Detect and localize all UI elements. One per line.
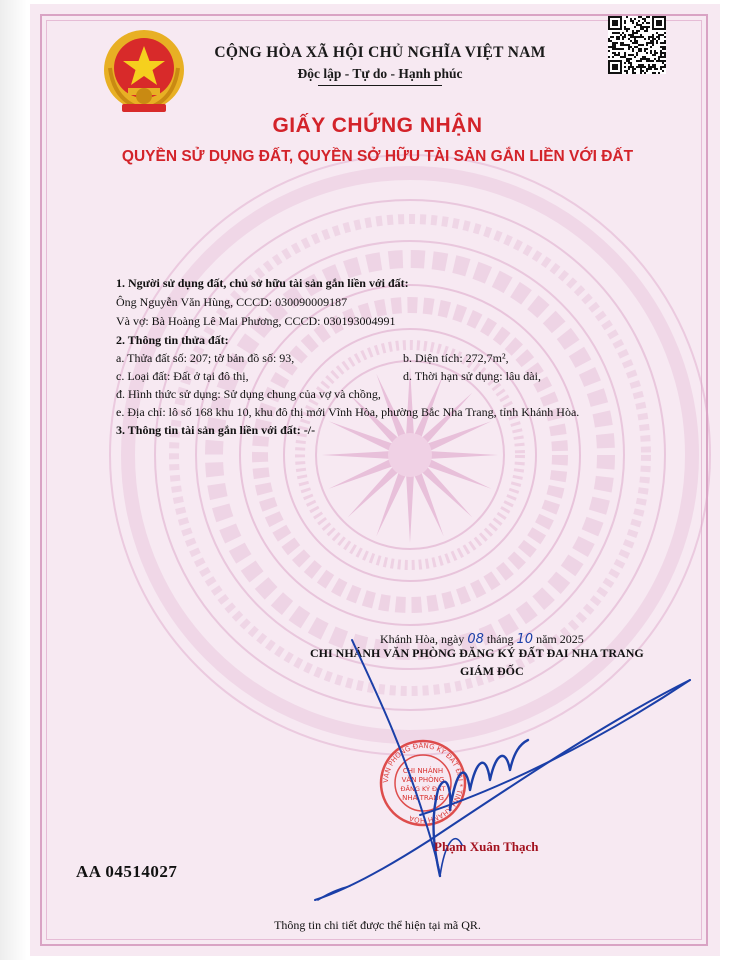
signer-name: Phạm Xuân Thạch	[434, 839, 539, 854]
date-prefix: Khánh Hòa, ngày	[380, 632, 465, 646]
owner-line: Ông Nguyễn Văn Hùng, CCCD: 030090009187	[116, 295, 348, 309]
certificate-subtitle: QUYỀN SỬ DỤNG ĐẤT, QUYỀN SỞ HỮU TÀI SẢN GẮN LIỀN VỚI ĐẤT	[121, 148, 634, 165]
section3-heading: 3. Thông tin tài sản gắn liền với đất: -/-	[116, 423, 316, 437]
signer-role: GIÁM ĐỐC	[460, 664, 524, 678]
date-day: 08	[467, 632, 484, 647]
date-year: năm 2025	[536, 632, 584, 646]
seal-ring-text: VĂN PHÒNG ĐĂNG KÝ ĐẤT ĐAI * TỈNH KHÁNH HÒA	[381, 741, 465, 825]
seal-line-2: VĂN PHÒNG	[401, 776, 445, 784]
national-motto: Độc lập - Tự do - Hạnh phúc	[297, 66, 463, 81]
date-month-label: tháng	[486, 632, 514, 646]
usage-form-line: đ. Hình thức sử dụng: Sử dụng chung của vợ và chồng,	[116, 387, 381, 401]
spouse-line: Và vợ: Bà Hoàng Lê Mai Phương, CCCD: 030193004991	[116, 314, 396, 328]
duration-line: d. Thời hạn sử dụng: lâu dài,	[403, 369, 541, 383]
parcel-line: a. Thửa đất số: 207; tờ bản đồ số: 93,	[116, 351, 295, 365]
section2-heading: 2. Thông tin thửa đất:	[116, 333, 229, 347]
section1-heading: 1. Người sử dụng đất, chủ sở hữu tài sản gắn liền với đất:	[116, 276, 409, 290]
seal-line-3: ĐĂNG KÝ ĐẤT	[400, 785, 446, 793]
serial-number: AA 04514027	[76, 862, 178, 881]
address-line: e. Địa chỉ: lô số 168 khu 10, khu đô thị mới Vĩnh Hòa, phường Bắc Nha Trang, tỉnh Khánh Hòa.	[116, 405, 580, 419]
footer-note: Thông tin chi tiết được thể hiện tại mã QR.	[274, 918, 481, 932]
date-month: 10	[516, 632, 534, 647]
national-title: CỘNG HÒA XÃ HỘI CHỦ NGHĨA VIỆT NAM	[214, 44, 546, 61]
seal-line-1: CHI NHÁNH	[402, 767, 444, 775]
certificate-title: GIẤY CHỨNG NHẬN	[272, 114, 483, 137]
land-type-line: c. Loại đất: Đất ở tại đô thị,	[116, 369, 249, 383]
seal-line-4: NHA TRANG	[402, 794, 444, 802]
issuing-agency: CHI NHÁNH VĂN PHÒNG ĐĂNG KÝ ĐẤT ĐAI NHA TRANG	[310, 646, 644, 660]
area-line: b. Diện tích: 272,7m²,	[403, 351, 509, 365]
